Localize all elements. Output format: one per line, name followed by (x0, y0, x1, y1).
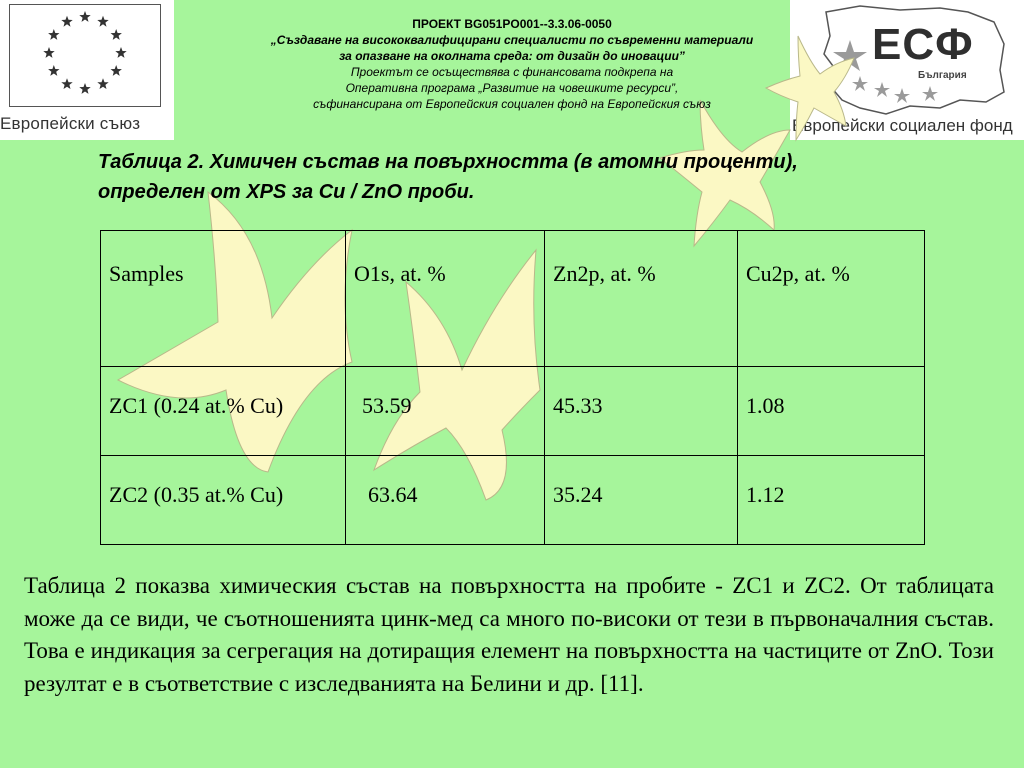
table-cell: 35.24 (545, 456, 738, 545)
table-caption-line: Таблица 2. Химичен състав на повърхността (в атомни проценти), (98, 151, 798, 173)
project-note: съфинансирана от Европейския социален фонд на Европейския съюз (313, 97, 711, 111)
table-cell: 1.12 (738, 456, 925, 545)
header-cell: Samples (101, 231, 346, 367)
esf-logo-caption: Европейски социален фонд (792, 116, 1013, 135)
table-cell: 45.33 (545, 367, 738, 456)
esf-country: България (918, 70, 967, 81)
table-cell: ZC1 (0.24 at.% Cu) (101, 367, 346, 456)
eu-logo-caption: Европейски съюз (0, 114, 141, 133)
table-cell: ZC2 (0.35 at.% Cu) (101, 456, 346, 545)
header-cell: Zn2p, at. % (545, 231, 738, 367)
table-caption (98, 147, 998, 207)
table-header-row (101, 231, 925, 367)
header-cell: Cu2p, at. % (738, 231, 925, 367)
table-row (101, 456, 925, 545)
table-caption-line: определен от XPS за Cu / ZnO проби. (98, 181, 475, 203)
table-cell: 53.59 (346, 367, 545, 456)
esf-brand: ЕСФ (872, 20, 974, 69)
project-code: ПРОЕКТ BG051PO001--3.3.06-0050 (412, 17, 612, 31)
project-header (180, 16, 844, 112)
project-note: Оперативна програма „Развитие на човешките ресурси”, (345, 81, 679, 95)
table-cell: 1.08 (738, 367, 925, 456)
body-paragraph: Таблица 2 показва химическия състав на повърхността на пробите - ZC1 и ZC2. От таблицата може да се види, че съотношенията цинк-мед са много по-високи от тези в първоначалния състав. Това е индикация за сегрегация на дотиращия елемент на повърхността на частиците от ZnO. Този резултат е в съответствие с изследванията на Белини и др. [11]. (24, 573, 994, 696)
composition-table (100, 230, 925, 545)
table-row (101, 367, 925, 456)
table-cell: 63.64 (346, 456, 545, 545)
project-note: Проектът се осъществява с финансовата подкрепа на (350, 65, 674, 79)
header-cell: O1s, at. % (346, 231, 545, 367)
project-title: „Създаване на висококвалифицирани специалисти по съвременни материали (270, 33, 754, 47)
project-title-cont: за опазване на околната среда: от дизайн до иновации” (339, 49, 685, 63)
